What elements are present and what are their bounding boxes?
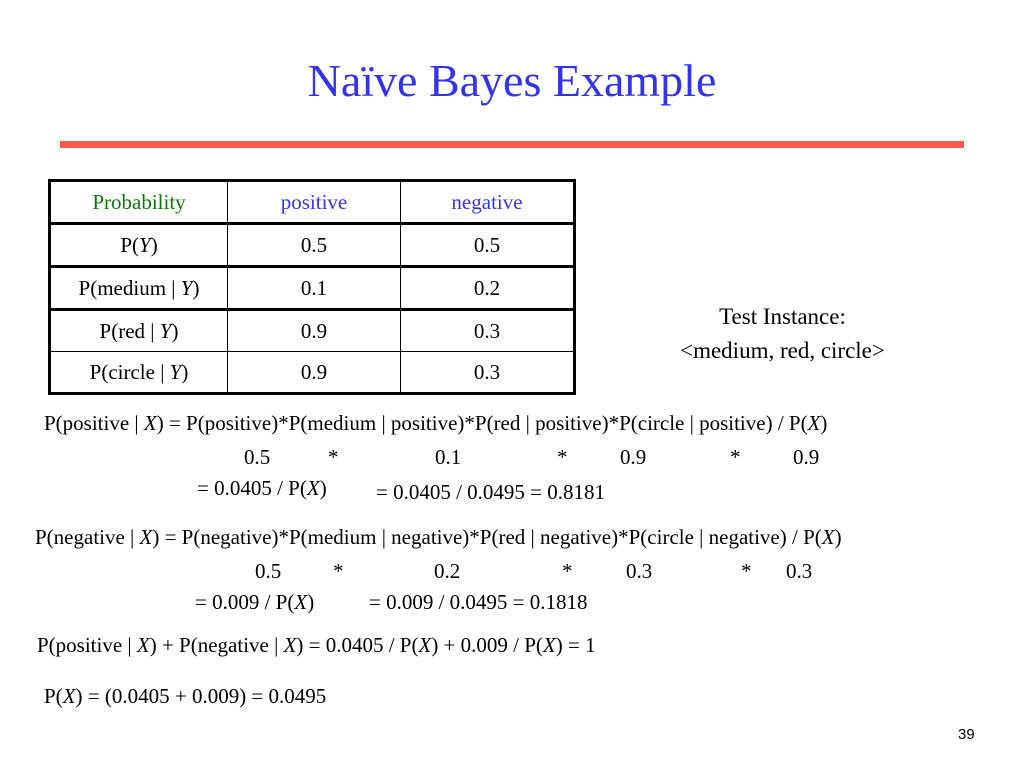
table-header-row xyxy=(50,181,575,224)
row-label: P(Y) xyxy=(50,224,228,267)
header-negative: negative xyxy=(401,181,575,224)
negative-circle-value: 0.3 xyxy=(786,559,813,583)
negative-value: 0.3 xyxy=(401,310,575,352)
page-number: 39 xyxy=(958,726,975,743)
positive-unnormalized-result: = 0.0405 / P(X) xyxy=(197,476,327,500)
table-row xyxy=(50,267,575,310)
positive-prior-value: 0.5 xyxy=(244,445,271,469)
negative-unnormalized-result: = 0.009 / P(X) xyxy=(195,590,315,614)
table-row xyxy=(50,224,575,267)
row-label: P(circle | Y) xyxy=(50,352,228,394)
negative-red-value: 0.3 xyxy=(626,559,653,583)
slide-title: Naïve Bayes Example xyxy=(307,55,717,106)
positive-value: 0.1 xyxy=(228,267,401,310)
multiply-sign: * xyxy=(562,559,573,583)
probability-table xyxy=(48,179,576,395)
test-instance-value: <medium, red, circle> xyxy=(680,338,885,363)
multiply-sign: * xyxy=(333,559,344,583)
header-probability: Probability xyxy=(50,181,228,224)
multiply-sign: * xyxy=(557,445,568,469)
negative-normalized-result: = 0.009 / 0.0495 = 0.1818 xyxy=(369,590,588,614)
positive-medium-value: 0.1 xyxy=(435,445,462,469)
multiply-sign: * xyxy=(328,445,339,469)
multiply-sign: * xyxy=(741,559,752,583)
negative-value: 0.5 xyxy=(401,224,575,267)
negative-medium-value: 0.2 xyxy=(434,559,461,583)
title-divider xyxy=(60,141,964,148)
positive-value: 0.5 xyxy=(228,224,401,267)
evidence-equation: P(X) = (0.0405 + 0.009) = 0.0495 xyxy=(44,684,327,708)
negative-value: 0.2 xyxy=(401,267,575,310)
positive-value: 0.9 xyxy=(228,352,401,394)
negative-value: 0.3 xyxy=(401,352,575,394)
row-label: P(red | Y) xyxy=(50,310,228,352)
row-label: P(medium | Y) xyxy=(50,267,228,310)
table-row xyxy=(50,310,575,352)
table-row xyxy=(50,352,575,394)
positive-normalized-result: = 0.0405 / 0.0495 = 0.8181 xyxy=(376,480,606,504)
test-instance-label: Test Instance: xyxy=(719,304,846,329)
header-positive: positive xyxy=(228,181,401,224)
posterior-sum-equation: P(positive | X) + P(negative | X) = 0.0405 / P(X) + 0.009 / P(X) = 1 xyxy=(37,633,596,657)
multiply-sign: * xyxy=(730,445,741,469)
positive-value: 0.9 xyxy=(228,310,401,352)
negative-prior-value: 0.5 xyxy=(255,559,282,583)
positive-red-value: 0.9 xyxy=(620,445,647,469)
negative-posterior-equation: P(negative | X) = P(negative)*P(medium | negative)*P(red | negative)*P(circle | negative) / P(X) xyxy=(35,525,842,549)
positive-posterior-equation: P(positive | X) = P(positive)*P(medium | positive)*P(red | positive)*P(circle | positive) / P(X) xyxy=(44,411,828,435)
test-instance xyxy=(650,300,915,368)
positive-circle-value: 0.9 xyxy=(793,445,820,469)
